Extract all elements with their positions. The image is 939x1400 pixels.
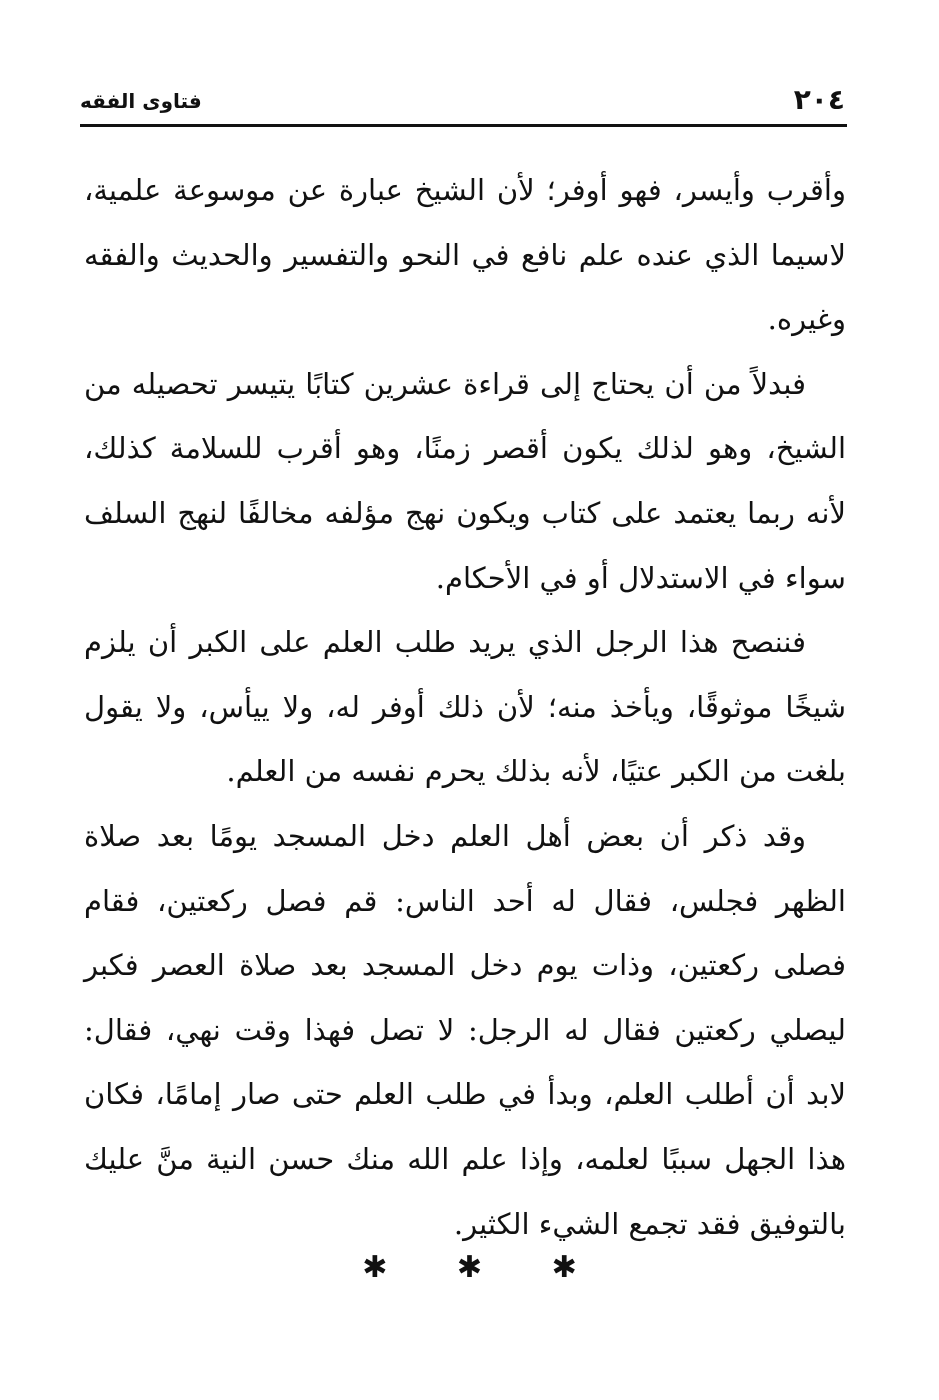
asterisk-ornament-icon: ✱ bbox=[362, 1250, 388, 1285]
paragraph-2: فبدلاً من أن يحتاج إلى قراءة عشرين كتابًا يتيسر تحصيله من الشيخ، وهو لذلك يكون أقصر زمنًا، وهو أقرب للسلامة كذلك، لأنه ربما يعتمد على كتاب ويكون نهج مؤلفه مخالفًا لنهج السلف سواء في الاستدلال أو في الأحكام. bbox=[84, 366, 846, 595]
paragraph-4: وقد ذكر أن بعض أهل العلم دخل المسجد يومًا بعد صلاة الظهر فجلس، فقال له أحد الناس: قم فصل ركعتين، فقام فصلى ركعتين، وذات يوم دخل المسجد بعد صلاة العصر فكبر ليصلي ركعتين فقال له الرجل: لا تصل فهذا وقت نهي، فقال: لابد أن أطلب العلم، وبدأ في طلب العلم حتى صار إمامًا، فكان هذا الجهل سببًا لعلمه، وإذا علم الله منك حسن النية منَّ عليك بالتوفيق فقد تجمع الشيء الكثير. bbox=[84, 818, 846, 1241]
asterisk-ornament-icon: ✱ bbox=[551, 1250, 577, 1285]
section-end-ornament bbox=[0, 1248, 939, 1288]
paragraph-3: فننصح هذا الرجل الذي يريد طلب العلم على الكبر أن يلزم شيخًا موثوقًا، ويأخذ منه؛ لأن ذلك أوفر له، ولا ييأس، ولا يقول بلغت من الكبر عتيًا، لأنه بذلك يحرم نفسه من العلم. bbox=[84, 625, 846, 789]
asterisk-ornament-icon: ✱ bbox=[456, 1250, 483, 1285]
paragraph-1: وأقرب وأيسر، فهو أوفر؛ لأن الشيخ عبارة عن موسوعة علمية، لاسيما الذي عنده علم نافع في النحو والتفسير والحديث والفقه وغيره. bbox=[84, 173, 846, 337]
header-divider bbox=[80, 124, 847, 127]
page-header bbox=[80, 82, 845, 118]
page-body bbox=[84, 158, 846, 1256]
page-number: ٢٠٤ bbox=[793, 83, 845, 116]
running-title: فتاوى الفقه bbox=[80, 89, 202, 113]
